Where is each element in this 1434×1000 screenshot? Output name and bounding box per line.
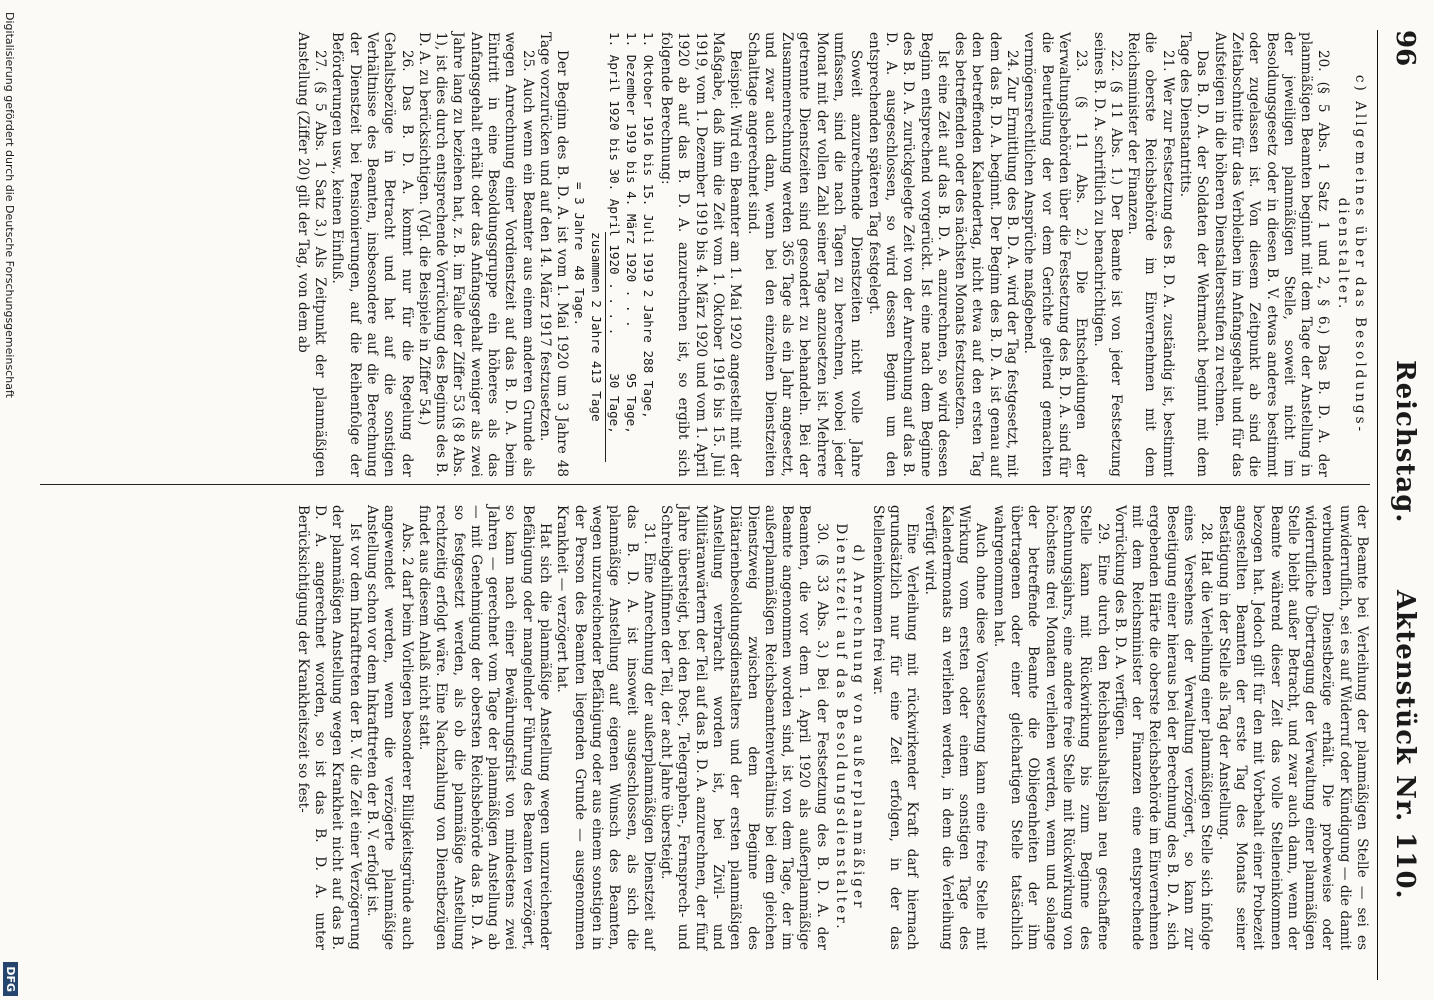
paragraph-27: 27. (§ 5 Abs. 1 Satz 3.) Als Zeitpunkt der planmäßigen Anstellung (Ziffer 20) gilt der Tag, von dem ab <box>294 32 329 477</box>
paragraph-31: 31. Eine Anrechnung der außerplanmäßigen Dienstzeit auf das B. D. A. ist insoweit ausgeschlossen, als sich die planmäßige Anstellung auf eigenen Wunsch des Beamten, wegen unzureichender Befähigung oder aus einem sonstigen in der Person des Beamten liegenden Grunde — ausgenommen Krankheit — verzögert hat. <box>554 505 657 950</box>
section-heading-c: c) Allgemeines über das Besoldungs-dienstalter. <box>1334 74 1368 435</box>
column-divider <box>40 484 1370 485</box>
page-number: 96 <box>1390 30 1420 67</box>
paragraph-31b: Hat sich die planmäßige Anstellung wegen unzureichender Befähigung oder mangelnder Führung des Beamten verzögert, so kann nach einer Bewährungsfrist von mindestens zwei Jahren — gerechnet vom Tage der planmäßigen Anstellung ab — mit Genehmigung der obersten Reichsbehörde das B. D. A. so festgesetzt werden, als ob die planmäßige Anstellung rechtzeitig erfolgt wäre. Eine Nachzahlung von Dienstbezügen findet aus diesem Anlaß nicht statt. <box>415 505 554 950</box>
paragraph-29: 29. Eine durch den Reichshaushaltsplan neu geschaffene Stelle kann mit Rückwirkung bis zum Beginne des Rechnungsjahrs, eine andere freie Stelle mit Rückwirkung von höchstens drei Monaten verliehen werden, wenn und solange der betreffende Beamte die Obliegenheiten der ihm übertragenen oder einer gleichartigen Stelle tatsächlich wahrgenommen hat. <box>990 505 1111 950</box>
paragraph-28: 28. Hat die Verleihung einer planmäßigen Stelle sich infolge eines Versehens der Verwaltung verzögert, so kann zur Beseitigung einer hieraus bei der Berechnung des B. D. A. sich ergebenden Härte die oberste Reichsbehörde im Einvernehmen mit dem Reichsminister der Finanzen eine entsprechende Vorrückung des B. D. A. verfügen. <box>1111 505 1215 950</box>
paragraph-24b: Ist eine Zeit auf das B. D. A. anzurechnen, so wird dessen Beginn entsprechend vorgerückt. Ist eine nach dem Beginne des B. D. A. zurückgelegte Zeit von der Anrechnung auf das B. D. A. ausgeschlossen, so wird dessen Beginn um den entsprechenden späteren Tag festgelegt. <box>865 32 951 477</box>
calculation-line: 1. Dezember 1919 bis 4. März 1920 . . . 95 Tage, <box>623 32 639 434</box>
paragraph-24d: Beispiel: Wird ein Beamter am 1. Mai 1920 angestellt mit der Maßgabe, daß ihm die Zeit vom 1. Oktober 1916 bis 15. Juli 1919, vom 1. Dezember 1919 bis 4. März 1920 und vom 1. April 1920 ab auf das B. D. A. anzurechnen ist, so ergibt sich folgende Berechnung: <box>658 32 744 477</box>
paragraph-22: 22. (§ 11 Abs. 1.) Der Beamte ist von jeder Festsetzung seines B. D. A. schriftlich zu benachrichtigen. <box>1090 32 1124 477</box>
paragraph-29b: Auch ohne diese Voraussetzung kann eine freie Stelle mit Wirkung vom ersten oder einem sonstigen Tage des Kalendermonats an verliehen werden, in dem die Verleihung verfügt wird. <box>921 505 990 950</box>
paragraph-24: 24. Zur Ermittlung des B. D. A. wird der Tag festgesetzt, mit dem das B. D. A. beginnt. Der Beginn des B. D. A. ist genau auf den betreffenden Kalendertag, nicht etwa auf den ersten Tag des betreffenden oder des nächsten Monats festzusetzen. <box>952 32 1021 477</box>
paragraph-24e: Der Beginn des B. D. A. ist vom 1. Mai 1920 um 3 Jahre 48 Tage vorzurücken und auf den 14. März 1917 festzusetzen. <box>536 32 571 477</box>
paragraph-30: 30. (§ 33 Abs. 3.) Bei der Festsetzung des B. D. A. der Beamten, die vor dem 1. April 1920 als außerplanmäßige Beamte angenommen worden sind, ist von dem Tage, der im außerplanmäßigen Reichsbeamtenverhältnis bei dem gleichen Dienstzweig zwischen dem Beginne des Diätarienbesoldungsdienstalters und der ersten planmäßigen Anstellung verbracht worden ist, bei Zivil- und Militäranwärtern der Teil auf das B. D. A. anzurechnen, der fünf Jahre übersteigt, bei den Post-, Telegraphen-, Fernsprech- und Schreibgehilfinnen der Teil, der acht Jahre übersteigt. <box>658 505 830 950</box>
section-heading-d: d) Anrechnung von außerplanmäßiger Dienstzeit auf das Besoldungsdienstalter. <box>833 523 867 932</box>
paragraph-24c: Soweit anzurechnende Dienstzeiten nicht volle Jahre umfassen, sind die nach Tagen zu berechnen, wobei jeder Monat mit der vollen Zahl seiner Tage anzusetzen ist. Mehrere getrennte Dienstzeiten sind gesondert zu behandeln. Bei der Zusammenrechnung werden 365 Tage als ein Jahr angesetzt, und zwar auch dann, wenn bei den einzelnen Dienstzeiten Schalttage angerechnet sind. <box>744 32 865 477</box>
paragraph-31d: Ist vor dem Inkrafttreten der B. V. die Zeit einer Verzögerung der planmäßigen Anstellung wegen Krankheit nicht auf das B. D. A. angerechnet worden, so ist das B. D. A. unter Berücksichtigung der Krankheitszeit so fest- <box>294 505 363 950</box>
header-title: Reichstag. <box>1390 360 1420 524</box>
paragraph-26: 26. Das B. D. A. kommt nur für die Regelung der Gehaltsbezüge in Betracht und hat auf die sonstigen Verhältnisse des Beamten, insbesondere auf die Berechnung der Dienstzeit bei Pensionierungen, auf die Reihenfolge der Beförderungen usw., keinen Einfluß. <box>329 32 415 477</box>
header-rule <box>1377 30 1378 980</box>
page-header <box>1376 30 1428 980</box>
header-document-number: Aktenstück Nr. 110. <box>1390 590 1420 900</box>
calculation-line: 1. April 1920 bis 30. April 1920 . . . . 30 Tage, <box>606 32 622 434</box>
paragraph-31c: Abs. 2 darf beim Vorliegen besonderer Billigkeitsgründe auch angewendet werden, wenn die verzögerte planmäßige Anstellung schon vor dem Inkrafttreten der B. V. erfolgt ist. <box>364 505 415 950</box>
dfg-logo: DFG <box>3 962 18 996</box>
calculation-total: zusammen 2 Jahre 413 Tage <box>588 232 606 462</box>
calculation-line: 1. Oktober 1916 bis 15. Juli 1919 2 Jahre 288 Tage, <box>640 32 656 419</box>
paragraph-20: 20. (§ 5 Abs. 1 Satz 1 und 2, § 6.) Das B. D. A. der planmäßigen Beamten beginnt mit dem Tage der Anstellung in der jeweiligen planmäßigen Stelle, soweit nicht im Besoldungsgesetz oder in diesen B. V. etwas anderes bestimmt oder zugelassen ist. Von diesem Zeitpunkt ab sind die Zeitabschnitte für das Verbleiben im Anfangsgehalt und für das Aufsteigen in die höheren Dienstaltersstufen zu rechnen. <box>1211 32 1332 477</box>
paragraph-27-continued: der Beamte bei Verleihung der planmäßigen Stelle — sei es unwiderruflich, sei es auf Widerruf oder Kündigung — die damit verbundenen Dienstbezüge erhält. Die probeweise oder widerrufliche Übertragung der Verwaltung einer planmäßigen Stelle bleibt außer Betracht, und zwar auch dann, wenn der Beamte während dieser Zeit das volle Stelleneinkommen bezogen hat. Jedoch gilt für den mit Vorbehalt einer Probezeit angestellten Beamten der erste Tag des Monats seiner Bestätigung in der Stelle als Tag der Anstellung. <box>1215 505 1370 950</box>
paragraph-29c: Eine Verleihung mit rückwirkender Kraft darf hiernach grundsätzlich nur für eine Zeit erfolgen, in der das Stelleneinkommen frei war. <box>869 505 921 950</box>
paragraph-23: 23. (§ 11 Abs. 2.) Die Entscheidungen der Verwaltungsbehörden über die Festsetzung des B. D. A. sind für die Beurteilung der vor dem Gerichte geltend gemachten vermögensrechtlichen Ansprüche maßgebend. <box>1021 32 1090 477</box>
paragraph-25: 25. Auch wenn ein Beamter aus einem anderen Grunde als wegen Anrechnung einer Vordienstzeit auf das B. D. A. beim Eintritt in eine Besoldungsgruppe ein höheres als das Anfangsgehalt erhält oder das Anfangsgehalt weniger als zwei Jahre lang zu beziehen hat, z. B. im Falle der Ziffer 53 (§ 8 Abs. 1), ist dies durch entsprechende Vorrückung des Beginns des B. D. A. zu berücksichtigen. (Vgl. die Beispiele in Ziffer 54.) <box>415 32 536 477</box>
paragraph-20b: Das B. D. A. der Soldaten der Wehrmacht beginnt mit dem Tage des Dienstantritts. <box>1177 32 1211 477</box>
footer-credit: Digitalisierung gefördert durch die Deutsche Forschungsgemeinschaft <box>3 12 16 398</box>
paragraph-21: 21. Wer zur Festsetzung des B. D. A. zuständig ist, bestimmt die oberste Reichsbehörde im Einvernehmen mit dem Reichsminister der Finanzen. <box>1125 32 1176 477</box>
digitization-footer <box>0 0 19 1000</box>
left-column <box>293 32 1370 477</box>
right-column <box>294 505 1370 950</box>
calculation-total-years: = 3 Jahre 48 Tage. <box>571 182 587 327</box>
